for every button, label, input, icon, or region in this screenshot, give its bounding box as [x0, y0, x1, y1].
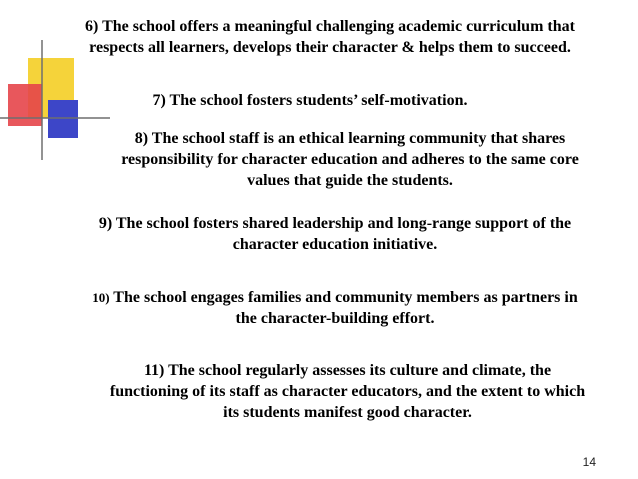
- red-square: [8, 84, 42, 126]
- paragraph-11: [70, 360, 625, 423]
- paragraph-11-line-2: functioning of its staff as character educators, and the extent to which: [109, 383, 586, 400]
- paragraph-10-number: 10): [92, 290, 110, 305]
- blue-square: [48, 100, 78, 138]
- paragraph-8-line-2: responsibility for character education and adheres to the same core: [121, 151, 579, 168]
- paragraph-7-line-1: 7) The school fosters students’ self-motivation.: [152, 92, 468, 109]
- paragraph-7: [90, 90, 530, 111]
- paragraph-9-line-2: character education initiative.: [232, 236, 438, 253]
- paragraph-11-line-1: 11) The school regularly assesses its culture and climate, the: [143, 362, 552, 379]
- paragraph-10-line-2: the character-building effort.: [235, 310, 435, 327]
- paragraph-6: [40, 16, 620, 58]
- paragraph-10: [45, 287, 625, 329]
- paragraph-8: [80, 128, 620, 191]
- paragraph-8-line-1: 8) The school staff is an ethical learning community that shares: [134, 130, 566, 147]
- paragraph-6-line-2: respects all learners, develops their character & helps them to succeed.: [89, 39, 571, 56]
- paragraph-11-line-3: its students manifest good character.: [223, 404, 472, 421]
- paragraph-8-line-3: values that guide the students.: [247, 172, 453, 189]
- page-number: 14: [582, 455, 596, 469]
- paragraph-10-line-1: The school engages families and community members as partners in: [109, 289, 578, 306]
- paragraph-9: [50, 213, 620, 255]
- paragraph-6-line-1: 6) The school offers a meaningful challenging academic curriculum that: [85, 18, 575, 35]
- paragraph-9-line-1: 9) The school fosters shared leadership and long-range support of the: [98, 215, 572, 232]
